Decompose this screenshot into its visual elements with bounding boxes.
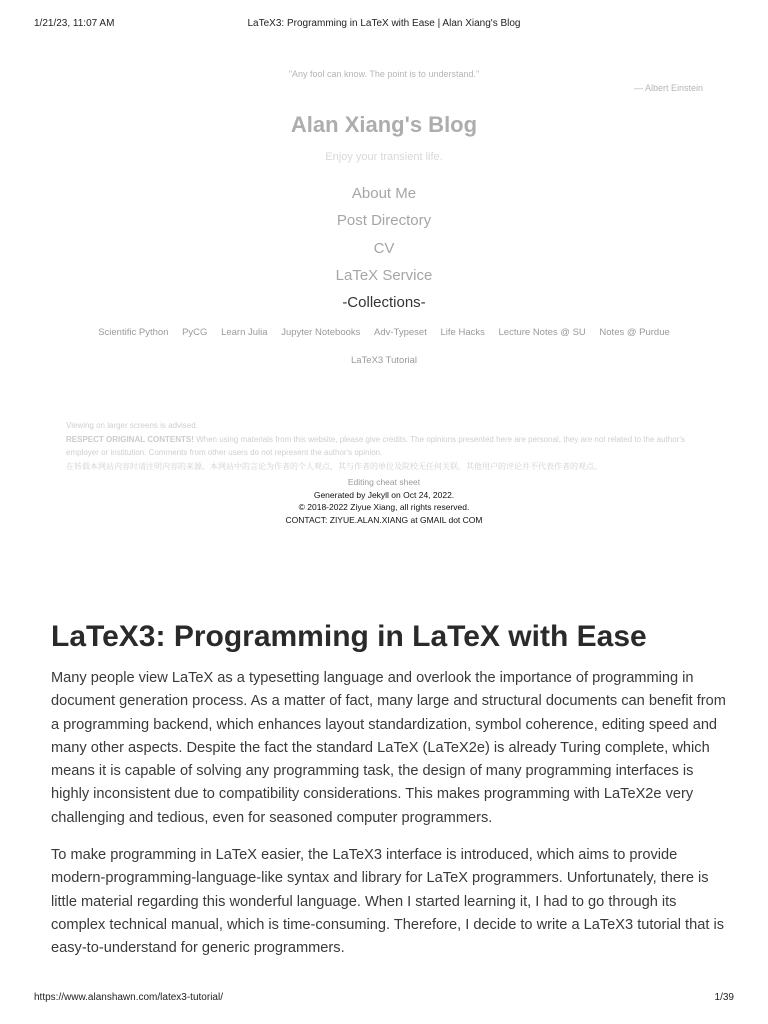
nav-post-directory[interactable]: Post Directory <box>336 212 432 230</box>
article-body <box>51 667 731 975</box>
notice-screen-advice: Viewing on larger screens is advised. <box>66 421 198 430</box>
quote-text: "Any fool can know. The point is to understand." <box>288 69 480 79</box>
cheat-sheet-link[interactable]: Editing cheat sheet <box>347 477 421 487</box>
collection-adv-typeset[interactable]: Adv-Typeset <box>374 327 427 338</box>
site-title[interactable]: Alan Xiang's Blog <box>290 112 478 137</box>
print-url: https://www.alanshawn.com/latex3-tutorial/ <box>34 992 223 1003</box>
collections-row-1 <box>0 326 768 354</box>
site-tagline: Enjoy your transient life. <box>325 151 443 163</box>
nav-latex-service[interactable]: LaTeX Service <box>335 266 433 284</box>
collection-scientific-python[interactable]: Scientific Python <box>98 327 169 338</box>
footer-generated: Generated by Jekyll on Oct 24, 2022. <box>313 489 455 500</box>
collection-learn-julia[interactable]: Learn Julia <box>221 327 268 338</box>
nav-cv[interactable]: CV <box>373 239 395 257</box>
article-paragraph-2: To make programming in LaTeX easier, the LaTeX3 interface is introduced, which aims to provide modern-programming-language-like syntax and library for LaTeX programmers. Unfortunately, there is little material regarding this wonderful language. When I started learning it, I had to go through its complex technical manual, which is time-consuming. Therefore, I decide to write a LaTeX3 tutorial that is easy-to-understand for generic programmers. <box>51 847 724 957</box>
notice-chinese: 在转载本网站内容时请注明内容的来源。本网站中的言论为作者的个人观点，其与作者的单位及院校无任何关联。其他用户的评论并不代表作者的观点。 <box>66 461 602 471</box>
collections-row-2 <box>0 354 768 382</box>
site-footer <box>0 476 768 526</box>
collection-life-hacks[interactable]: Life Hacks <box>440 327 485 338</box>
notice-respect-label: RESPECT ORIGINAL CONTENTS! <box>66 434 194 444</box>
footer-copyright: © 2018-2022 Ziyue Xiang, all rights reserved. <box>298 502 470 512</box>
print-page-number: 1/39 <box>714 992 734 1003</box>
print-footer <box>0 992 768 1006</box>
collections-nav <box>0 326 768 382</box>
collection-jupyter-notebooks[interactable]: Jupyter Notebooks <box>281 327 361 338</box>
collection-notes-purdue[interactable]: Notes @ Purdue <box>599 327 670 338</box>
site-notice <box>66 419 706 473</box>
article-paragraph-1: Many people view LaTeX as a typesetting language and overlook the importance of programming in document generation process. As a matter of fact, many large and structural documents can benefit from a programming backend, which enhances layout standardization, symbol coherence, editing speed and many other aspects. Despite the fact the standard LaTeX (LaTeX2e) is already Turing complete, which means it is capable of solving any programming task, the design of many programming interfaces is highly inconsistent due to compatibility considerations. This makes programming with LaTeX2e very challenging and tedious, even for seasoned computer programmers. <box>51 670 726 826</box>
notice-respect <box>66 433 706 460</box>
collection-latex3-tutorial[interactable]: LaTeX3 Tutorial <box>350 355 417 366</box>
print-header <box>0 18 768 32</box>
notice-respect-text: When using materials from this website, please give credits. The opinions presented here are personal, they are not related to the author's employer or institution. Comments from other users do not represent the author's opinion. <box>66 434 685 457</box>
article-title: LaTeX3: Programming in LaTeX with Ease <box>51 620 647 653</box>
print-datetime: 1/21/23, 11:07 AM <box>34 18 115 29</box>
nav-collections[interactable]: -Collections- <box>342 294 426 312</box>
collection-lecture-notes-su[interactable]: Lecture Notes @ SU <box>498 327 586 338</box>
footer-contact: CONTACT: ZIYUE.ALAN.XIANG at GMAIL dot COM <box>285 514 483 525</box>
collection-pycg[interactable]: PyCG <box>182 327 208 338</box>
main-nav <box>0 183 768 319</box>
print-doc-title: LaTeX3: Programming in LaTeX with Ease | Alan Xiang's Blog <box>247 18 521 29</box>
quote-author: — Albert Einstein <box>633 83 703 93</box>
nav-about-me[interactable]: About Me <box>351 185 417 202</box>
